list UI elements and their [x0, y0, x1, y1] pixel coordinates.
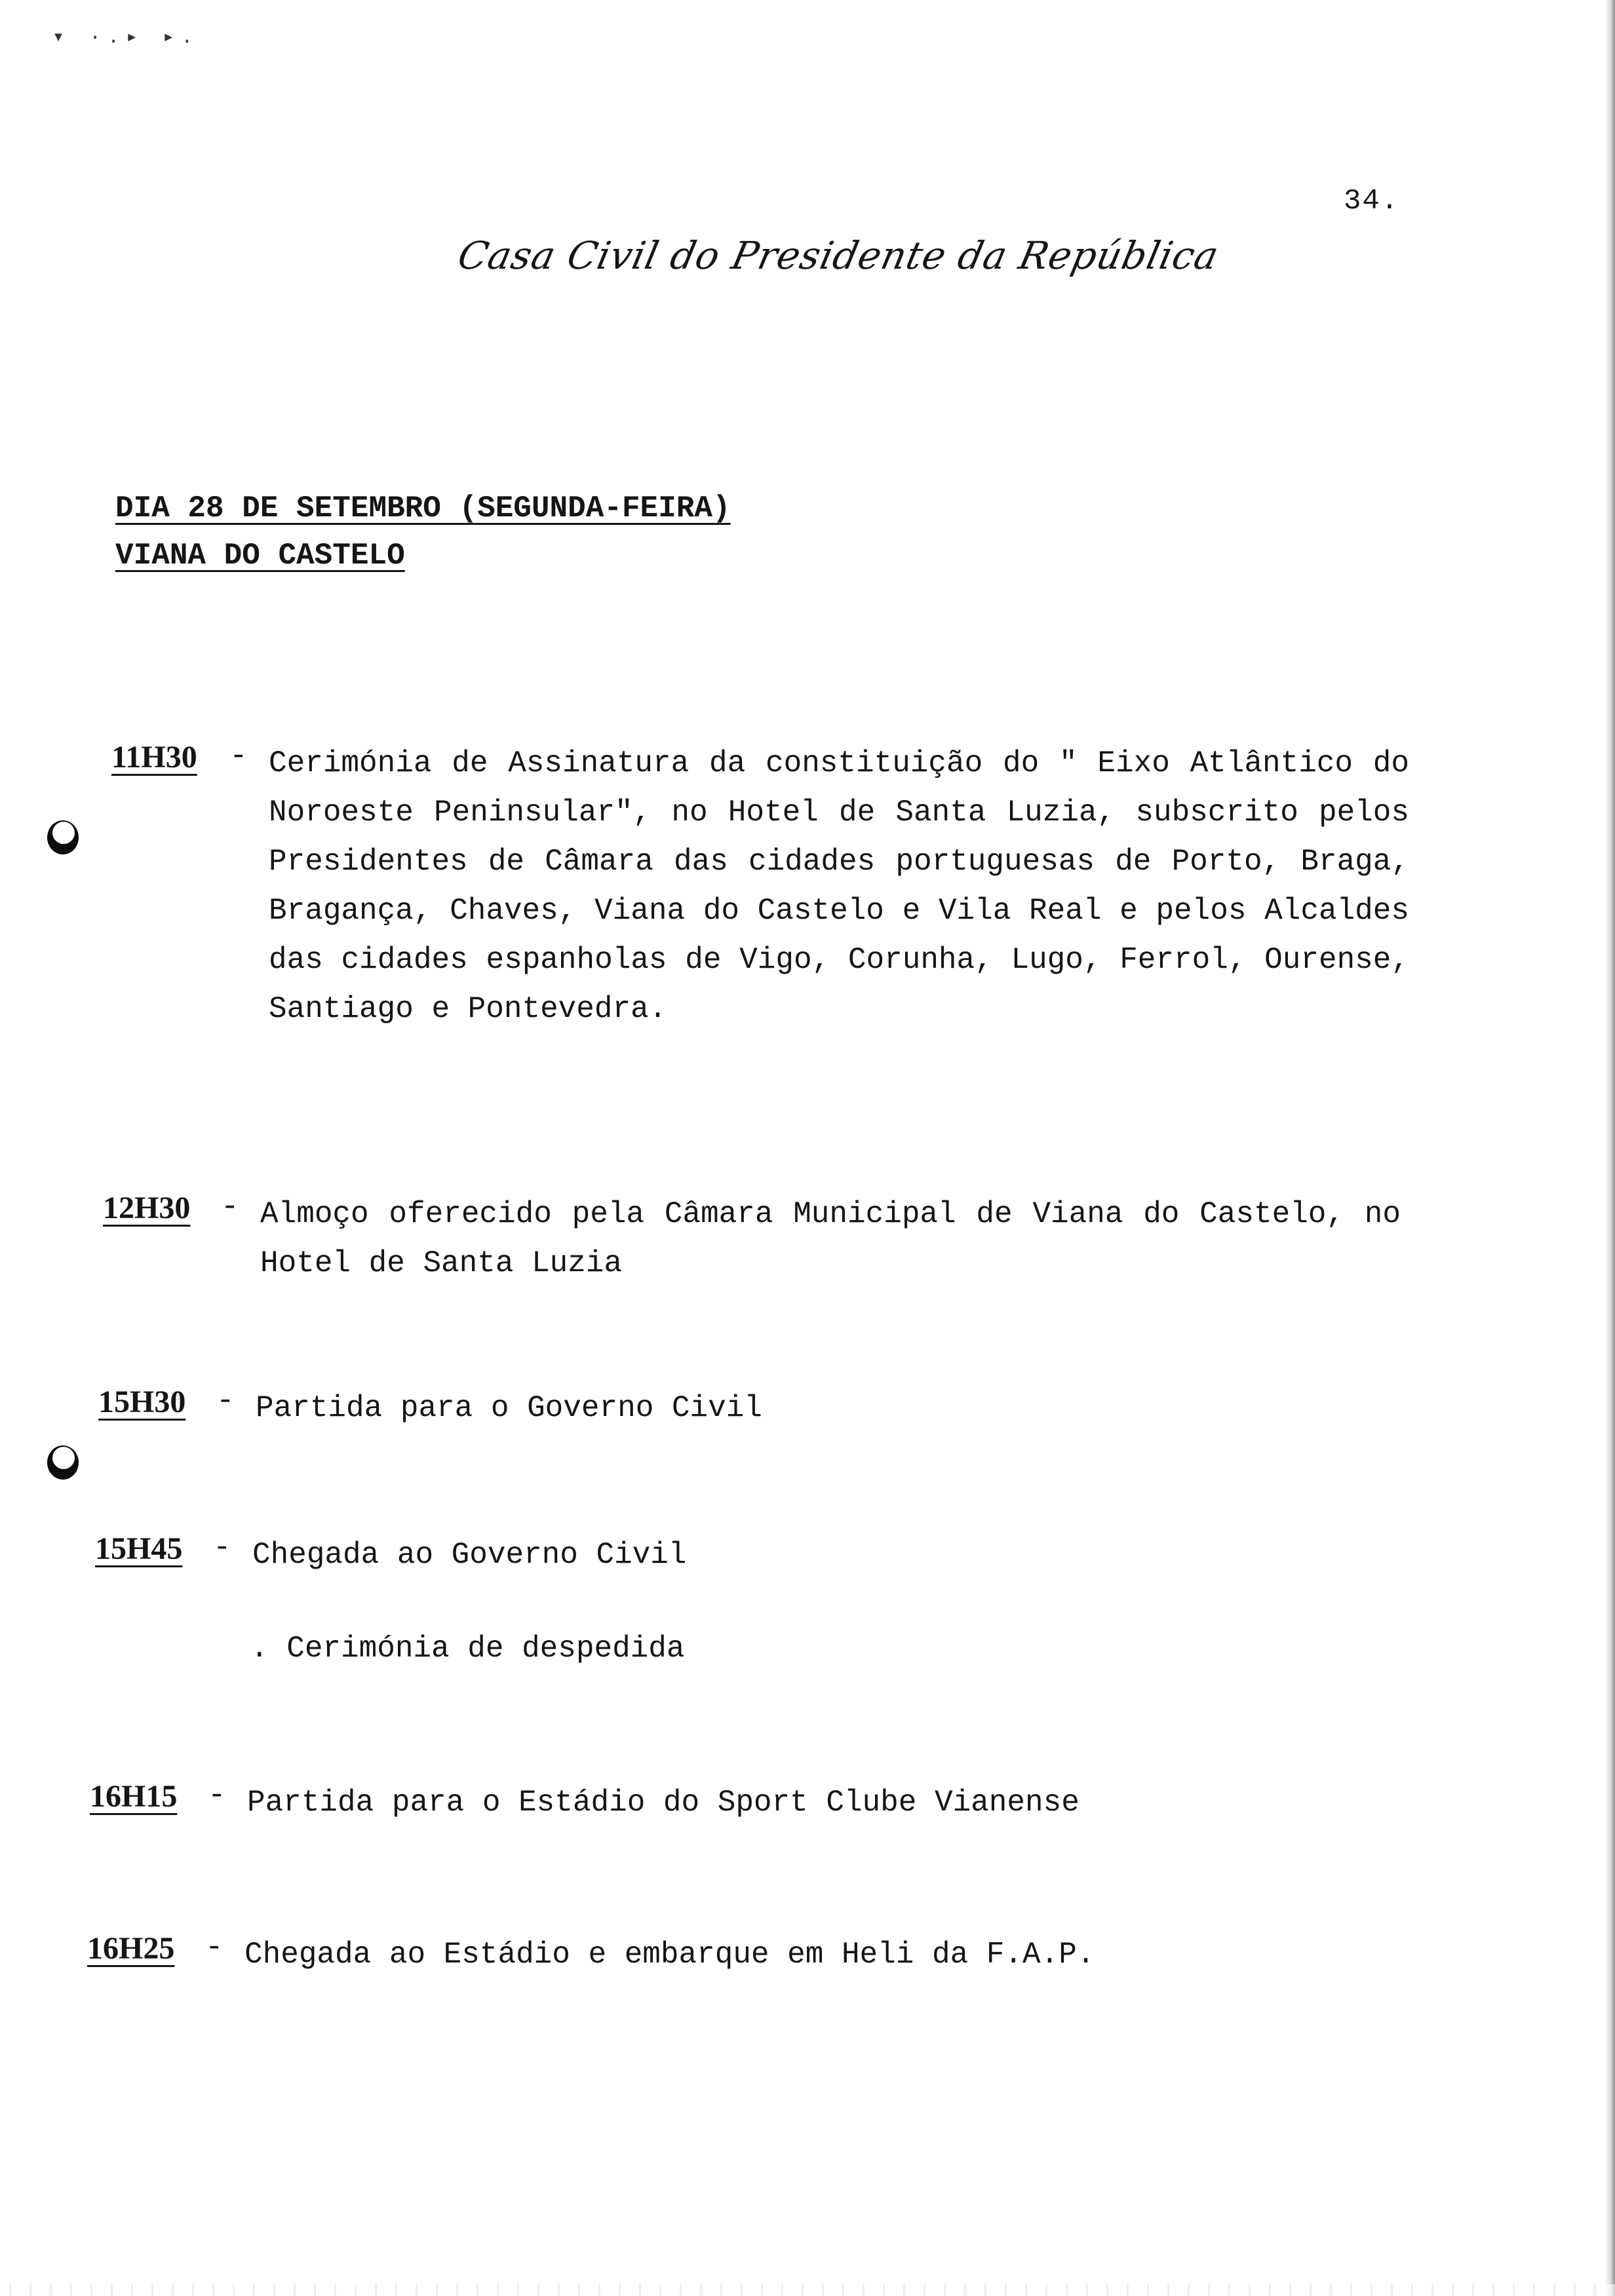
entry-description: Almoço oferecido pela Câmara Municipal de Viana do Castelo, no Hotel de Santa Luzia — [260, 1197, 1401, 1280]
location-heading: VIANA DO CASTELO — [115, 539, 405, 573]
entry-time: 15H30 — [98, 1385, 186, 1419]
entry-sub-item: . Cerimónia de despedida — [250, 1632, 685, 1666]
scan-noise — [0, 2284, 1615, 2296]
punch-hole-mark — [47, 820, 79, 854]
entry-separator: - — [205, 1930, 224, 1964]
punch-hole-mark — [47, 1445, 79, 1480]
entry-separator: - — [229, 739, 248, 773]
entry-separator: - — [221, 1190, 239, 1224]
page-number: 34. — [1344, 185, 1400, 218]
entry-description: Partida para o Estádio do Sport Clube Vianense — [247, 1786, 1080, 1820]
page-edge-shadow — [1605, 0, 1615, 2296]
entry-description: Chegada ao Estádio e embarque em Heli da F.A.P. — [244, 1938, 1095, 1972]
entry-description: Chegada ao Governo Civil — [252, 1538, 687, 1572]
day-heading: DIA 28 DE SETEMBRO (SEGUNDA-FEIRA) — [115, 491, 731, 526]
entry-time: 15H45 — [95, 1531, 183, 1566]
entry-separator: - — [208, 1778, 226, 1812]
scan-specks: ▾ ·.▸ ▸. — [52, 27, 200, 49]
entry-time: 11H30 — [111, 740, 197, 775]
letterhead-text: Casa Civil do Presidente da República — [454, 233, 1223, 278]
entry-description: Cerimónia de Assinatura da constituição do " Eixo Atlântico do Noroeste Peninsular", no Hotel de Santa Luzia, subscrito pelos Presidentes de Câmara das cidades portuguesas de Porto, Braga, Bragança, Chaves, Viana do Castelo e Vila Real e pelos Alcaldes das cidades espanholas de Vigo, Corunha, Lugo, Ferrol, Ourense, Santiago e Pontevedra. — [269, 746, 1409, 1026]
entry-separator: - — [213, 1531, 231, 1565]
entry-time: 12H30 — [103, 1191, 191, 1225]
entry-time: 16H15 — [90, 1779, 178, 1814]
entry-description: Partida para o Governo Civil — [256, 1391, 762, 1425]
entry-time: 16H25 — [87, 1931, 175, 1966]
letterhead — [454, 229, 1223, 308]
entry-separator: - — [216, 1384, 235, 1418]
